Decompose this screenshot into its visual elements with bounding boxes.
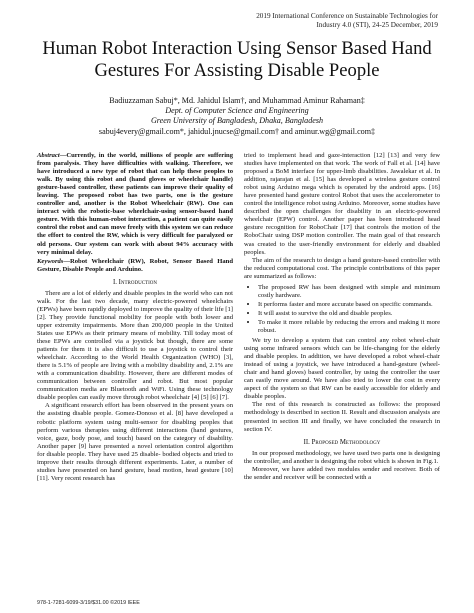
list-item: • The proposed RW has been designed with simple and minimum costly hardware. (258, 283, 440, 300)
title-line-2: Gestures For Assisting Disable People (94, 60, 380, 81)
left-column (37, 152, 233, 483)
author-names: Badiuzzaman Sabuj*, Md. Jahidul Islam†, and Muhammad Aminur Rahaman‡ (109, 96, 365, 105)
right-paragraph-3: We try to develop a system that can control any robot wheel-chair using some infrared sensors which can be life-changing for the elderly and disable peoples. In addition, we have developed a robot wheel-chair instead of using a joystick, we have introduced a hand-gesture (wheel-chair and hand gloves) based controller, by using the controller the user can easily move around. We have also tried to lower the cost in every aspect of the system so that RW can be easily accessible for elderly and disable peoples. (244, 337, 440, 401)
right-paragraph-2: The aim of the research to design a hand gesture-based controller with the reduced computational cost. The principle contributions of this paper are summarized as follows: (244, 256, 440, 280)
author-university: Green University of Bangladesh, Dhaka, Bangladesh (150, 116, 324, 126)
conference-header (218, 12, 438, 29)
conference-line-2: Industry 4.0 (STI), 24-25 December, 2019 (316, 20, 438, 29)
copyright-footer: 978-1-7281-6099-3/19/$31.00 ©2019 IEEE (37, 600, 140, 606)
keywords-lead: Keywords (37, 257, 64, 265)
list-item: • It performs faster and more accurate based on specific commands. (258, 300, 440, 309)
abstract-text: —Currently, in the world, millions of people are suffering from paralysis. They have difficulties with walking. Therefore, we have introduced a new type of robot that can help these peoples to walk. By using this robot and (hand gloves or wheelchair handle) gesture-based controller, these patients can improve their quality of leaving. The proposed robot has two parts, one is the gesture controller and, another is the Robot Wheelchair (RW). One can interact with the robotic-base wheelchair-using sensor-based hand gesture. With this human-robot interaction, a patient can quite easily control the robot and can move freely with this system we can reduce the effort to control the RW, which is very difficult for paralyzed or old persons. Our system can work with about 94% accuracy with very minimal delay. (37, 152, 233, 256)
keywords-text: —Robot Wheelchair (RW), Robot, Sensor Based Hand Gesture, Disable People and Arduino. (37, 257, 233, 273)
section-heading-methodology: II. Proposed Methodology (303, 438, 381, 446)
abstract (37, 152, 233, 257)
keywords (37, 258, 233, 274)
list-item: • It will assist to survive the old and disable peoples. (258, 309, 440, 318)
right-paragraph-1: tried to implement head and gaze-interaction [12] [13] and very few studies have implemented on that work. The work of Fall et al. [14] have proposed a BoM interface for upper-limb disabilities. Jawalekar et al. In addition, rajarajan et al. [15] has developed a wireless gesture control robot using Arduino mega which is operated by the android apps. [16] have presented hand gesture control Robot that uses the accelerometer to control the intelligence robot using Arduino. Moreover, some studies have described the open challenges for disability in an electric-powered wheelchair (EPW) control. Another paper has been introduced head gesture recognition for RoboChair [17] that controls the motion of the RoboChair using DSP motion controller. The main goal of that research was created to the user-friendly environment for elderly and disabled peoples. (244, 152, 440, 256)
section-heading-introduction: I. Introduction (112, 278, 158, 286)
author-block (30, 96, 444, 137)
paper-title (20, 38, 454, 82)
right-column (244, 152, 440, 482)
intro-paragraph-1: There are a lot of elderly and disable peoples in the world who can not walk. For the last two decade, many electric-powered wheelchairs (EPWs) have been rapidly deployed to improve the quality of their life [1] [2]. They provide functional mobility for people with both lower and upper extremity impairments. More than 200,000 people in the United States use EPWs as their primary means of mobility. Till today most of these EPWs are controlled via a joystick but though, there are some patients for them it is also difficult to use a joystick to control their wheelchair. According to the World Health Organization (WHO) [3], there is 5.1% of people are living with a mobility disability and, 2.1% are with a communication disability. However, there are different modes of communication between controller and robot. But most popular communication media are Bluetooth and WiFi. Using these technology disable peoples can easily move through robot wheelchair [4] [5] [6] [7]. (37, 289, 233, 402)
author-emails: sabuj4every@gmail.com*, jahidul.jnucse@gmail.com† and aminur.wg@gmail.com‡ (98, 126, 376, 136)
method-paragraph-2: Moreover, we have added two modules sender and receiver. Both of the sender and receiver will be connected with a (244, 465, 440, 481)
right-paragraph-4: The rest of this research is constructed as follows: the proposed methodology is described in section II. Result and discussion analysis are presented in section III and finally, we have concluded the research in section IV. (244, 401, 440, 433)
contributions-list (244, 283, 440, 335)
intro-paragraph-2: A significant research effort has been observed in the present years on the assisting disable people. Gomez-Donoso et al. [8] have developed a robotic platform system using multi-sensor for disabling peoples that perform various therapies using different interactions (hand gestures, voice, gaze, body pose, and touch) based on the category of disability. Another paper [9] have presented a novel orientation control algorithm for disable people. They have used 25 disable- bodied objects and tried to improve their results through different experiments. Later, a number of studies have presented on hand gesture, head motion, head gesture [10] [11]. Very recent research has (37, 402, 233, 482)
author-department: Dept. of Computer Science and Engineering (165, 106, 309, 116)
list-item: • To make it more reliable by reducing the errors and making it more robust. (258, 318, 440, 335)
abstract-lead: Abstract (37, 152, 60, 159)
conference-line-1: 2019 International Conference on Sustainable Technologies for (256, 12, 438, 20)
method-paragraph-1: In our proposed methodology, we have used two parts one is designing the controller, and another is designing the robot which is shown in Fig.1. (244, 449, 440, 465)
title-line-1: Human Robot Interaction Using Sensor Based Hand (42, 38, 432, 59)
